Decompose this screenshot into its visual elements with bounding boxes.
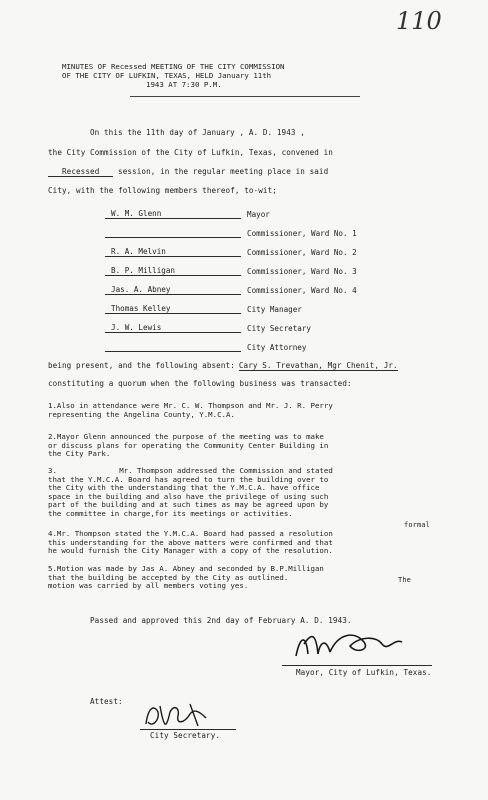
minutes-item-4: 4.Mr. Thompson stated the Y.M.C.A. Board had passed a resolution this understanding for the above matters were confirmed and that he would furnish the City Manager with a copy of the resolution. xyxy=(48,529,333,556)
member-name: J. W. Lewis xyxy=(105,323,241,333)
member-name: W. M. Glenn xyxy=(105,209,241,219)
secretary-signature-line xyxy=(140,729,236,730)
secretary-caption: City Secretary. xyxy=(150,731,221,740)
session-type: Recessed xyxy=(48,167,113,177)
member-name: R. A. Melvin xyxy=(105,247,241,257)
member-title: Commissioner, Ward No. 4 xyxy=(247,286,357,295)
member-name: Thomas Kelley xyxy=(105,304,241,314)
header-line-3: 1943 AT 7:30 P.M. xyxy=(146,80,222,89)
minutes-item-1: 1.Also in attendance were Mr. C. W. Thompson and Mr. J. R. Perry representing the Angelina County, Y.M.C.A. xyxy=(48,401,333,419)
member-line xyxy=(105,228,385,238)
member-line xyxy=(105,342,385,352)
intro-line-2: the City Commission of the City of Lufkin, Texas, convened in xyxy=(48,148,333,157)
header-divider xyxy=(130,96,360,97)
passed-approved-line: Passed and approved this 2nd day of February A. D. 1943. xyxy=(90,616,352,625)
intro-line-3: Recessed session, in the regular meeting place in said xyxy=(48,167,328,177)
member-name xyxy=(105,228,241,238)
member-line xyxy=(105,285,385,295)
member-name: Jas. A. Abney xyxy=(105,285,241,295)
member-title: City Attorney xyxy=(247,343,307,352)
page-number: 110 xyxy=(396,7,442,35)
member-title: Commissioner, Ward No. 2 xyxy=(247,248,357,257)
member-line xyxy=(105,304,385,314)
member-title: Commissioner, Ward No. 3 xyxy=(247,267,357,276)
member-title: City Secretary xyxy=(247,324,312,333)
member-title: Commissioner, Ward No. 1 xyxy=(247,229,357,238)
minutes-header xyxy=(62,62,372,89)
member-title: Mayor xyxy=(247,210,270,219)
secretary-signature xyxy=(140,698,220,732)
margin-note-the: The xyxy=(398,576,411,584)
absent-names: Cary S. Trevathan, Mgr Chenit, Jr. xyxy=(238,361,398,370)
quorum-line: constituting a quorum when the following business was transacted: xyxy=(48,379,352,388)
intro-line-4: City, with the following members thereof, to-wit; xyxy=(48,186,277,195)
member-name xyxy=(105,342,241,352)
member-line xyxy=(105,209,385,219)
member-line xyxy=(105,323,385,333)
minutes-item-3: 3. Mr. Thompson addressed the Commission and stated that the Y.M.C.A. Board has agreed to turn the building over to the City with the understanding that the Y.M.C.A. have office space in the building and also have the privilege of using such part of the building and at such times as may be agreed upon by the committee in charge,for its meetings or activities. xyxy=(48,466,333,518)
member-title: City Manager xyxy=(247,305,302,314)
margin-note-formal: formal xyxy=(404,521,430,529)
mayor-signature-line xyxy=(282,665,432,666)
member-line xyxy=(105,247,385,257)
attest-label: Attest: xyxy=(90,697,123,706)
header-line-2: OF THE CITY OF LUFKIN, TEXAS, HELD January 11th xyxy=(62,71,272,80)
header-line-1: MINUTES OF Recessed MEETING OF THE CITY COMMISSION xyxy=(62,62,285,71)
minutes-item-2: 2.Mayor Glenn announced the purpose of the meeting was to make or discuss plans for operating the Community Center Building in the City Park. xyxy=(48,432,329,459)
minutes-item-5: 5.Motion was made by Jas A. Abney and seconded by B.P.Milligan that the building be accepted by the City as outlined. motion was carried by all members voting yes. xyxy=(48,564,324,591)
mayor-caption: Mayor, City of Lufkin, Texas. xyxy=(296,668,432,677)
member-line xyxy=(105,266,385,276)
mayor-signature xyxy=(290,628,410,664)
absent-line: being present, and the following absent: Cary S. Trevathan, Mgr Chenit, Jr. xyxy=(48,361,398,370)
intro-line-1: On this the 11th day of January , A. D. 1943 , xyxy=(90,128,305,137)
member-name: B. P. Milligan xyxy=(105,266,241,276)
